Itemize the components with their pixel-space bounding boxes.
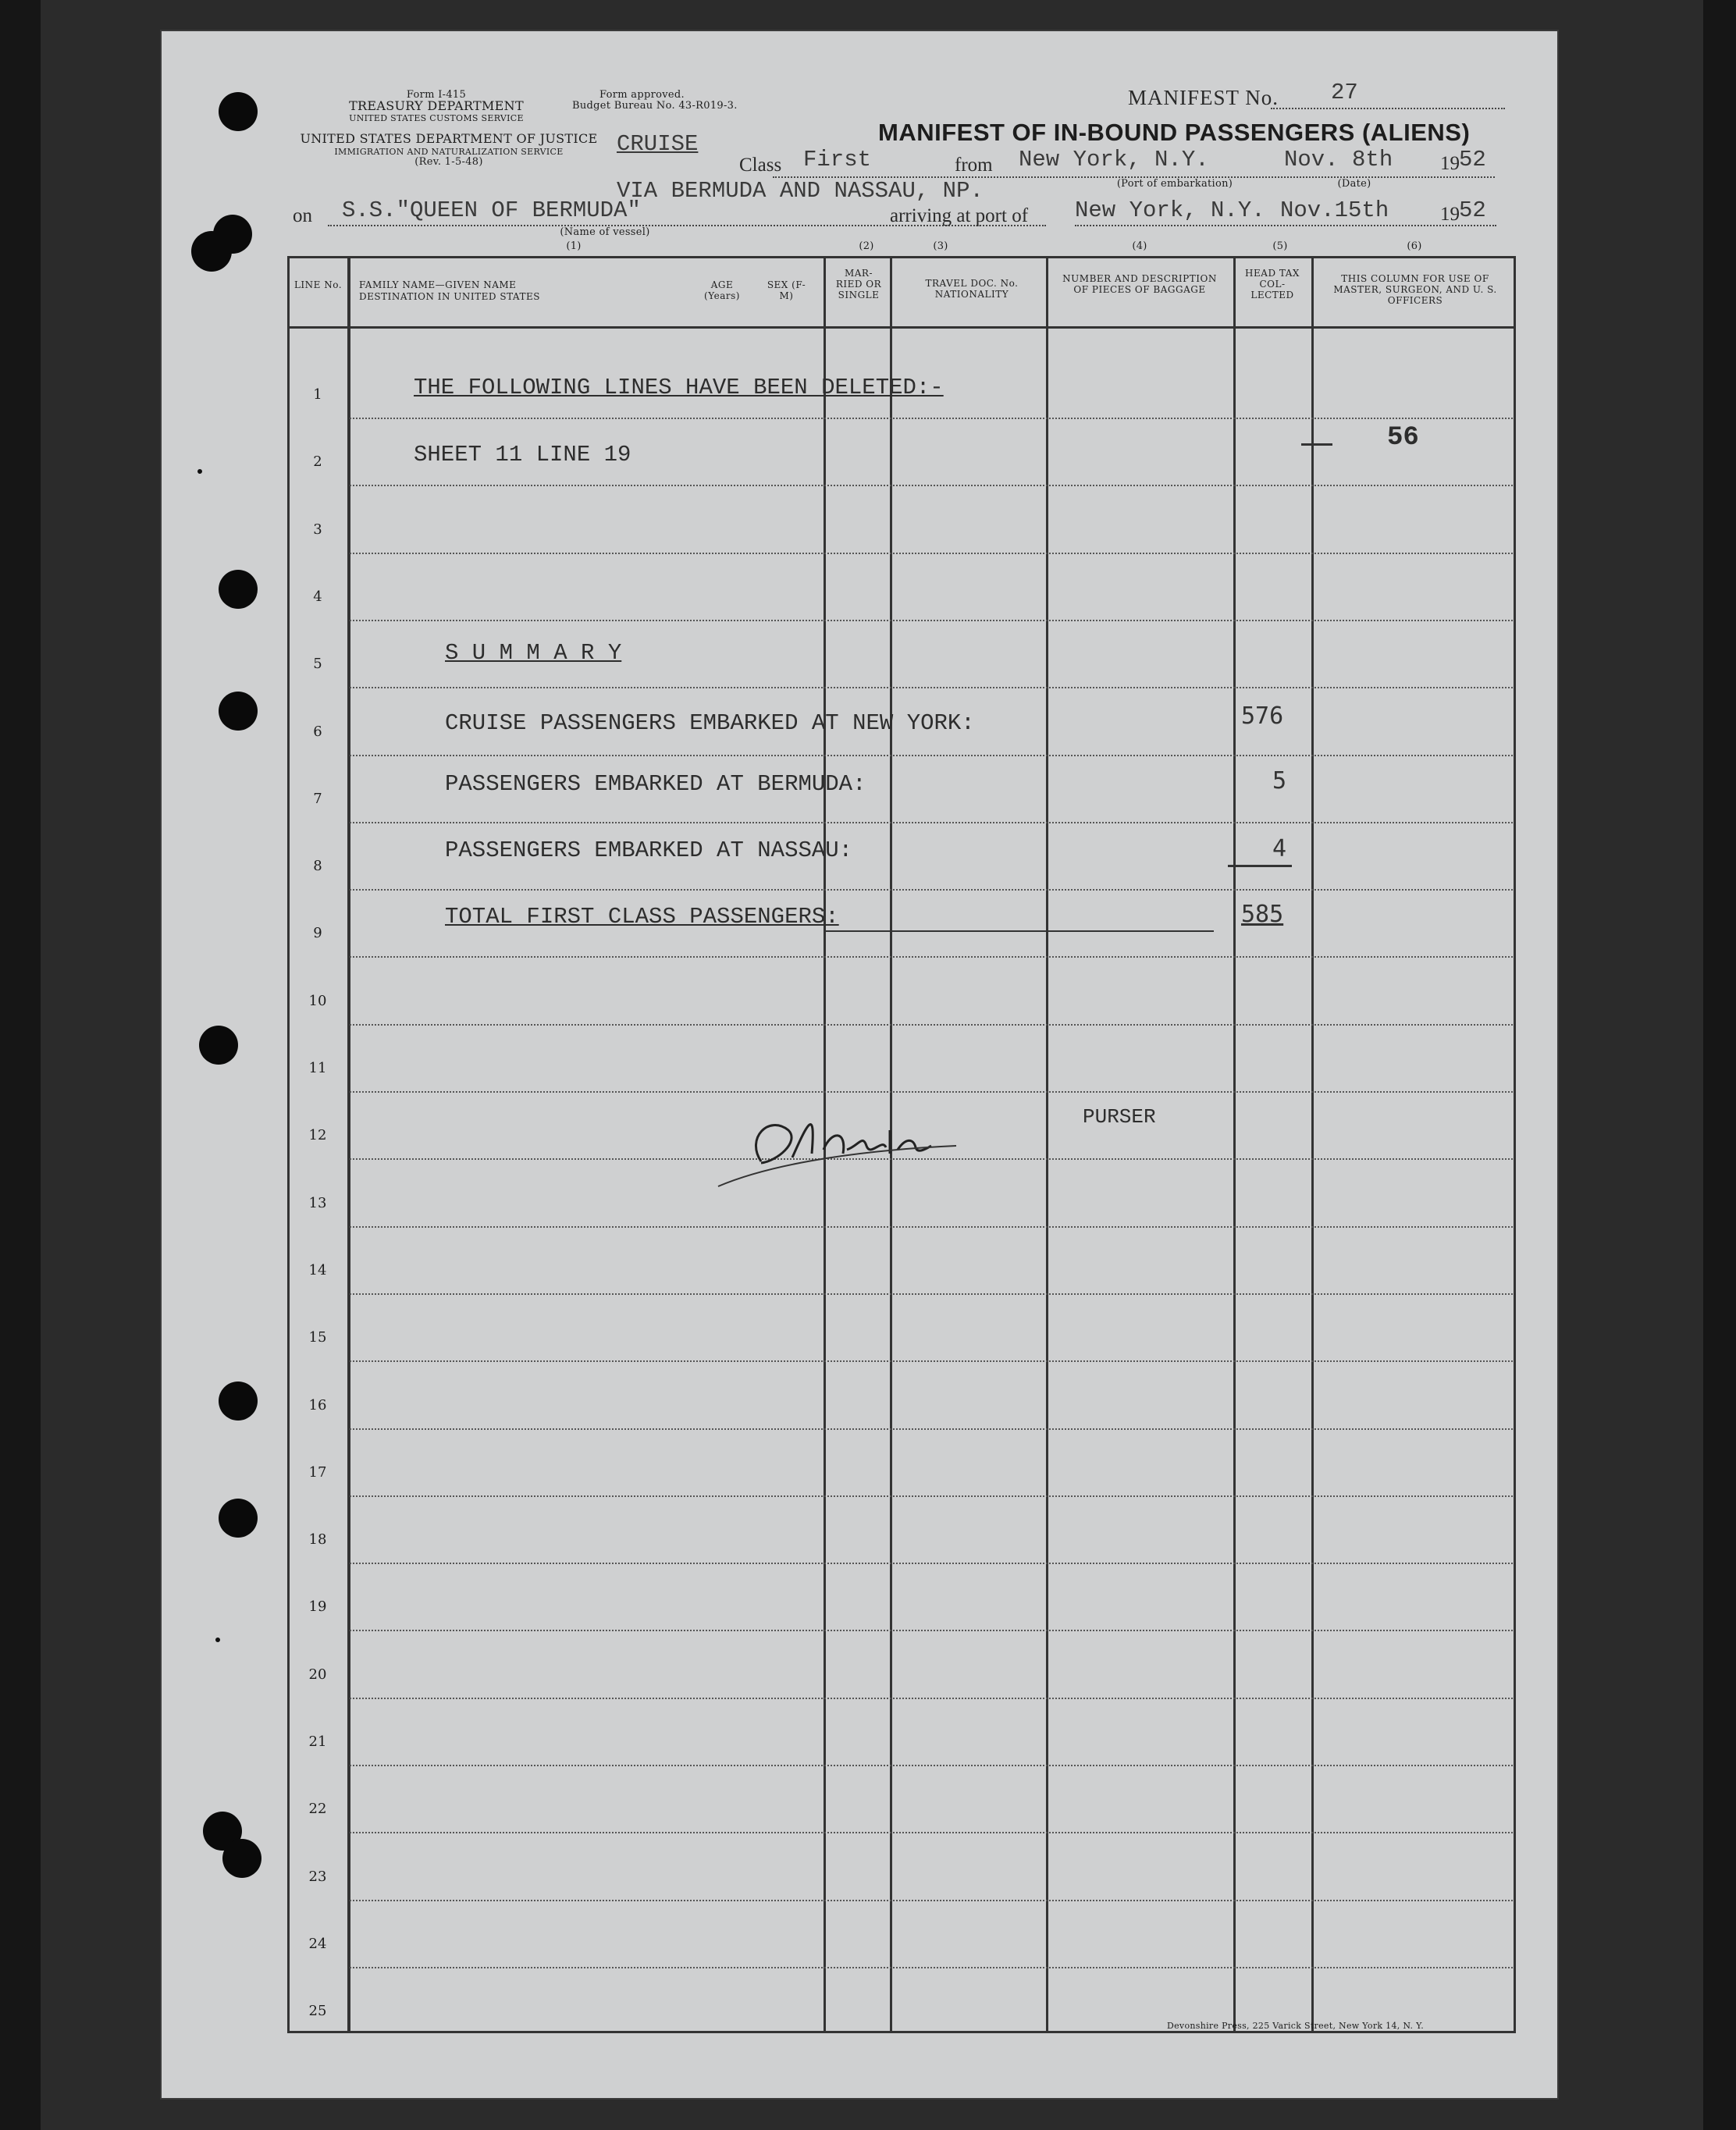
row-rule bbox=[350, 1765, 1513, 1766]
form-number: Form I-415 bbox=[406, 89, 467, 101]
col-header-baggage: NUMBER AND DESCRIPTION OF PIECES OF BAGGAGE bbox=[1062, 273, 1217, 295]
line-number: 8 bbox=[313, 858, 322, 874]
row-rule bbox=[350, 1024, 1513, 1026]
col-num-3: (3) bbox=[933, 240, 948, 252]
row-rule bbox=[350, 485, 1513, 486]
embark-date: Nov. 8th bbox=[1284, 147, 1393, 172]
line-number: 11 bbox=[308, 1060, 327, 1076]
class-value: First bbox=[803, 147, 872, 172]
purser-signature bbox=[714, 1076, 964, 1200]
col-num-1: (1) bbox=[566, 240, 582, 252]
punch-hole bbox=[219, 1381, 258, 1421]
line-number: 2 bbox=[313, 453, 322, 470]
sheet-line-ref: SHEET 11 LINE 19 bbox=[414, 442, 631, 468]
col-num-5: (5) bbox=[1272, 240, 1288, 252]
row-rule bbox=[350, 1967, 1513, 1968]
line-number: 17 bbox=[308, 1464, 327, 1481]
col-header-headtax: HEAD TAX COL- LECTED bbox=[1245, 268, 1300, 300]
col-header-travel: TRAVEL DOC. No. NATIONALITY bbox=[925, 278, 1019, 300]
col-num-2: (2) bbox=[859, 240, 874, 252]
row-rule bbox=[350, 1226, 1513, 1228]
line-number: 12 bbox=[308, 1127, 327, 1143]
line-number: 18 bbox=[308, 1531, 327, 1548]
line-number: 10 bbox=[308, 993, 327, 1009]
speck bbox=[215, 1638, 220, 1642]
via-route: VIA BERMUDA AND NASSAU, NP. bbox=[617, 178, 984, 204]
line-number: 24 bbox=[308, 1936, 327, 1952]
row-rule bbox=[350, 418, 1513, 419]
arriving-label: arriving at port of bbox=[890, 205, 1029, 226]
summary-nassau-value: 4 bbox=[1272, 835, 1287, 862]
row-rule bbox=[350, 755, 1513, 756]
year-value: 52 bbox=[1459, 147, 1486, 172]
col-header-married: MAR- RIED OR SINGLE bbox=[835, 268, 882, 300]
treasury-dept: TREASURY DEPARTMENT bbox=[349, 98, 524, 113]
row-rule bbox=[350, 687, 1513, 688]
summary-bermuda-value: 5 bbox=[1272, 767, 1287, 795]
line-number: 22 bbox=[308, 1801, 327, 1817]
row-rule bbox=[350, 1900, 1513, 1901]
col-header-destination: DESTINATION IN UNITED STATES bbox=[359, 291, 540, 302]
row-rule bbox=[350, 1563, 1513, 1564]
row-rule bbox=[350, 1293, 1513, 1295]
col-rule-baggage bbox=[1233, 256, 1236, 2033]
manifest-no-line bbox=[1271, 108, 1505, 109]
vessel-caption: (Name of vessel) bbox=[560, 226, 650, 238]
col-header-family: FAMILY NAME—GIVEN NAME bbox=[359, 279, 517, 290]
row-rule bbox=[350, 620, 1513, 621]
row-rule bbox=[350, 553, 1513, 554]
col-header-line: LINE No. bbox=[293, 279, 343, 290]
row-rule bbox=[350, 956, 1513, 958]
date-caption: (Date) bbox=[1337, 178, 1371, 190]
line-number: 19 bbox=[308, 1598, 327, 1615]
row-rule bbox=[350, 1832, 1513, 1833]
line-number: 23 bbox=[308, 1869, 327, 1885]
line-number: 7 bbox=[313, 791, 322, 807]
col-rule-headtax bbox=[1311, 256, 1314, 2033]
class-label: Class bbox=[739, 155, 782, 176]
from-value: New York, N.Y. bbox=[1019, 147, 1209, 172]
line-number: 13 bbox=[308, 1195, 327, 1211]
arrival-dotline bbox=[1075, 225, 1496, 226]
on-label: on bbox=[293, 205, 312, 226]
col-header-sex: SEX (F-M) bbox=[767, 279, 806, 301]
punch-hole bbox=[219, 692, 258, 731]
row-rule bbox=[350, 1495, 1513, 1497]
col-rule-travel bbox=[1046, 256, 1048, 2033]
manifest-page bbox=[160, 30, 1559, 2100]
manifest-no-label: MANIFEST No. bbox=[1128, 86, 1279, 109]
summary-bermuda: PASSENGERS EMBARKED AT BERMUDA: bbox=[445, 771, 866, 797]
punch-hole bbox=[222, 1839, 261, 1878]
vessel-name: S.S."QUEEN OF BERMUDA" bbox=[342, 197, 641, 223]
line-number: 9 bbox=[313, 925, 322, 941]
line-number: 1 bbox=[313, 386, 322, 403]
line-number: 15 bbox=[308, 1329, 327, 1346]
line-number: 3 bbox=[313, 521, 322, 538]
punch-hole bbox=[219, 92, 258, 131]
col-rule-line bbox=[347, 256, 350, 2033]
nassau-underline bbox=[1228, 865, 1292, 867]
col-header-age: AGE (Years) bbox=[704, 279, 740, 301]
arrival-year: 52 bbox=[1459, 197, 1486, 223]
summary-total-value: 585 bbox=[1241, 901, 1284, 928]
col-num-6: (6) bbox=[1407, 240, 1422, 252]
form-approved: Form approved. bbox=[599, 89, 685, 101]
row-rule bbox=[350, 1630, 1513, 1631]
summary-heading: S U M M A R Y bbox=[445, 640, 622, 666]
line-number: 4 bbox=[313, 589, 322, 605]
line-number: 21 bbox=[308, 1734, 327, 1750]
deleted-count: 56 bbox=[1387, 423, 1419, 453]
row-rule bbox=[350, 1360, 1513, 1362]
punch-hole bbox=[213, 215, 252, 254]
deleted-notice: THE FOLLOWING LINES HAVE BEEN DELETED:- bbox=[414, 375, 944, 400]
punch-hole bbox=[219, 1499, 258, 1538]
manifest-no-value: 27 bbox=[1331, 80, 1358, 105]
line-number: 25 bbox=[308, 2003, 327, 2019]
col-num-4: (4) bbox=[1132, 240, 1147, 252]
customs-service: UNITED STATES CUSTOMS SERVICE bbox=[349, 113, 524, 123]
row-rule bbox=[350, 1428, 1513, 1430]
header-bottom-rule bbox=[287, 326, 1516, 329]
year-prefix: 19 bbox=[1440, 153, 1460, 174]
punch-hole bbox=[219, 570, 258, 609]
line-number: 14 bbox=[308, 1262, 327, 1278]
arrival-year-prefix: 19 bbox=[1440, 204, 1460, 225]
ins-service: IMMIGRATION AND NATURALIZATION SERVICE bbox=[334, 147, 564, 157]
line-number: 6 bbox=[313, 724, 322, 740]
deleted-dash bbox=[1301, 443, 1332, 446]
budget-bureau: Budget Bureau No. 43-R019-3. bbox=[572, 100, 738, 112]
row-rule bbox=[350, 1698, 1513, 1699]
summary-new-york-value: 576 bbox=[1241, 702, 1284, 730]
cruise-label: CRUISE bbox=[617, 131, 699, 157]
speck bbox=[197, 469, 202, 474]
total-rule bbox=[824, 930, 1214, 932]
printer-footer: Devonshire Press, 225 Varick Street, New York 14, N. Y. bbox=[1167, 2021, 1425, 2031]
line-number: 5 bbox=[313, 656, 322, 672]
purser-label: PURSER bbox=[1083, 1105, 1156, 1129]
summary-total: TOTAL FIRST CLASS PASSENGERS: bbox=[445, 904, 839, 930]
arrival-port: New York, N.Y. bbox=[1075, 197, 1265, 223]
punch-hole bbox=[199, 1026, 238, 1065]
col-header-officers: THIS COLUMN FOR USE OF MASTER, SURGEON, AND U. S. OFFICERS bbox=[1333, 273, 1497, 306]
arrival-date: Nov.15th bbox=[1280, 197, 1389, 223]
row-rule bbox=[350, 889, 1513, 891]
summary-new-york: CRUISE PASSENGERS EMBARKED AT NEW YORK: bbox=[445, 710, 975, 736]
justice-dept: UNITED STATES DEPARTMENT OF JUSTICE bbox=[300, 131, 598, 146]
line-number: 20 bbox=[308, 1666, 327, 1683]
manifest-title: MANIFEST OF IN-BOUND PASSENGERS (ALIENS) bbox=[878, 119, 1471, 146]
line-number: 16 bbox=[308, 1397, 327, 1413]
row-rule bbox=[350, 822, 1513, 823]
from-label: from bbox=[955, 155, 993, 176]
summary-nassau: PASSENGERS EMBARKED AT NASSAU: bbox=[445, 837, 853, 863]
port-embark-caption: (Port of embarkation) bbox=[1116, 178, 1233, 190]
revision: (Rev. 1-5-48) bbox=[414, 156, 483, 168]
